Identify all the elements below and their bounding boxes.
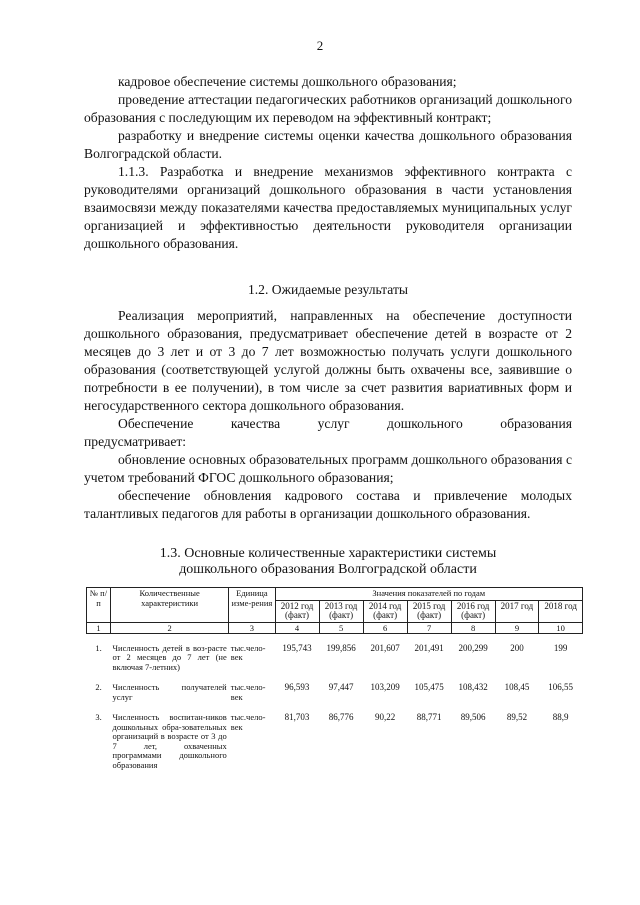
header-values: Значения показателей по годам [275,588,582,601]
column-number: 8 [451,622,495,633]
header-year: 2018 год [539,600,583,622]
row-value: 97,447 [328,682,354,692]
header-year: 2012 год (факт) [275,600,319,622]
paragraph: предусматривает: [84,434,187,449]
section-heading: 1.2. Ожидаемые результаты [247,282,409,297]
page-number: 2 [316,38,324,53]
table-title-line: 1.3. Основные количественные характеристики системы [159,546,497,561]
row-name: Численность воспитан-ников дошкольных обра-зовательных организаций в возрасте от 3 до 7 лет, охваченных программами дошкольного образования [112,712,227,770]
row-value: 88,9 [552,712,569,722]
text-block-top [84,73,572,253]
text-block-results [84,307,572,523]
column-number: 3 [229,622,275,633]
paragraph: Обеспечение качества услуг дошкольного образования [118,416,572,431]
header-year: 2017 год [495,600,539,622]
table-row [87,673,583,703]
row-value: 108,45 [504,682,530,692]
row-value: 88,771 [416,712,442,722]
column-number: 5 [319,622,363,633]
row-value: 96,593 [284,682,310,692]
row-value: 106,55 [548,682,573,692]
header-year: 2015 год (факт) [407,600,451,622]
row-value: 81,703 [284,712,310,722]
column-number: 6 [363,622,407,633]
row-value: 108,432 [458,682,488,692]
header-unit: Единица изме-рения [229,588,275,623]
row-value: 200 [510,642,524,653]
paragraph: проведение аттестации педагогических работников организаций дошкольного образования с последующим их переводом на эффективный контракт; [84,92,572,125]
row-unit: тыс.чело-век [230,682,266,702]
column-number: 4 [275,622,319,633]
header-year: 2013 год (факт) [319,600,363,622]
row-number: 3. [95,712,102,722]
column-number: 2 [111,622,229,633]
table-title-line: дошкольного образования Волгоградской области [179,562,477,577]
paragraph: кадровое обеспечение системы дошкольного образования; [118,74,457,89]
header-number: № п/п [87,588,111,623]
row-value: 90,22 [374,712,396,722]
row-number: 2. [95,682,102,692]
row-unit: тыс.чело-век [230,712,266,732]
row-value: 199,856 [326,642,356,653]
column-number: 10 [539,622,583,633]
row-value: 200,299 [458,642,488,653]
row-value: 103,209 [370,682,400,692]
paragraph: разработку и внедрение системы оценки качества дошкольного образования Волгоградской области. [84,128,572,161]
row-value: 199 [553,642,568,653]
row-value: 86,776 [328,712,354,722]
header-name: Количественные характеристики [111,588,229,623]
row-name: Численность получателей услуг [112,682,227,702]
paragraph: Реализация мероприятий, направленных на обеспечение доступности дошкольного образования, предусматривает обеспечение детей в возрасте от 2 месяцев до 3 лет и от 3 до 7 лет возможностью получать услуги дошкольного образования (соответствующей услугой должны быть охвачены все, заявившие о потребности в ее получении), в том числе за счет развития вариативных форм и негосударственного сектора дошкольного образования. [84,308,572,413]
characteristics-table [86,587,583,771]
paragraph: обеспечение обновления кадрового состава и привлечение молодых талантливых педагогов для работы в организации дошкольного образования. [84,488,572,521]
paragraph: обновление основных образовательных программ дошкольного образования с учетом требований ФГОС дошкольного образования; [84,452,572,485]
column-number: 1 [87,622,111,633]
row-value: 195,743 [282,642,312,653]
header-year: 2016 год (факт) [451,600,495,622]
column-number: 9 [495,622,539,633]
row-value: 105,475 [414,682,444,692]
row-number: 1. [95,642,102,653]
header-year: 2014 год (факт) [363,600,407,622]
row-name: Численность детей в воз-расте от 2 месяцев до 7 лет (не включая 7-летних) [112,642,227,672]
table-title [84,546,572,578]
table-row [87,703,583,771]
paragraph: 1.1.3. Разработка и внедрение механизмов эффективного контракта с руководителями организаций дошкольного образования в части установления взаимосвязи между показателями качества предоставляемых муниципальных услуг организацией и эффективностью деятельности руководителя организации дошкольного образования. [84,164,572,251]
table-row [87,633,583,673]
column-number: 7 [407,622,451,633]
row-value: 201,491 [414,642,444,653]
row-unit: тыс.чело-век [230,642,266,662]
row-value: 89,52 [506,712,528,722]
row-value: 201,607 [370,642,400,653]
row-value: 89,506 [460,712,486,722]
